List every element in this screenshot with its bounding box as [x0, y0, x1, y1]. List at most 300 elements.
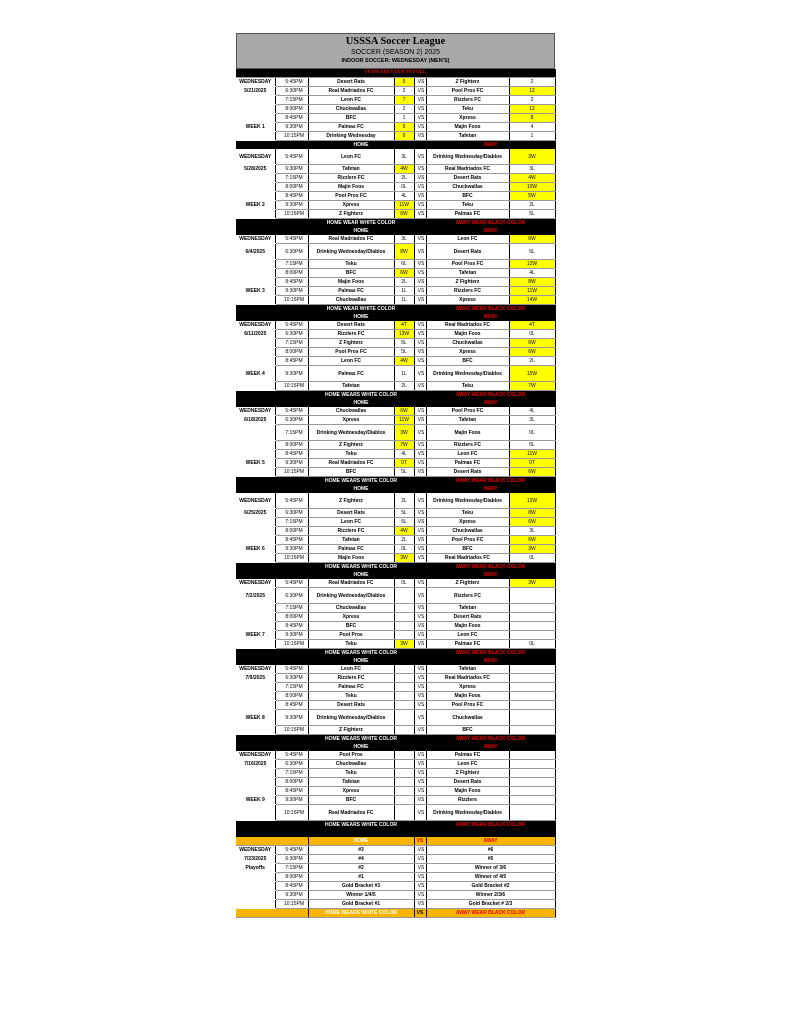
home-color-note: HOME WEARS WHITE COLOR	[308, 909, 414, 918]
game-time: 5:45PM	[275, 321, 308, 330]
fees-notice: TEAM FEES DUE IN FULL	[236, 69, 555, 78]
home-score: 3L	[394, 149, 414, 165]
away-score: 2L	[509, 201, 555, 210]
away-score: 14W	[509, 296, 555, 305]
home-score	[394, 604, 414, 613]
away-color-note: AWAY WEAR BLACK COLOR	[426, 735, 555, 743]
home-header: HOME	[308, 743, 414, 751]
home-score: 4L	[394, 450, 414, 459]
game-row	[236, 149, 555, 165]
playoffs-label: Playoffs	[236, 864, 275, 873]
game-row	[236, 579, 555, 588]
separator-blank	[236, 391, 308, 399]
home-score: 3W	[394, 640, 414, 649]
home-score	[394, 622, 414, 631]
separator-blank	[414, 735, 426, 743]
away-score: 11W	[509, 287, 555, 296]
color-note-row	[236, 391, 555, 399]
away-team: Z Fighterz	[426, 278, 509, 287]
away-header: AWAY	[426, 837, 555, 846]
home-team: Pool Pros FC	[308, 348, 394, 357]
home-team: Leon FC	[308, 149, 394, 165]
away-team: Rizzlers FC	[426, 287, 509, 296]
game-row	[236, 382, 555, 391]
away-team: Majin Foos	[426, 123, 509, 132]
color-note-row	[236, 563, 555, 571]
game-time: 6:30PM	[275, 87, 308, 96]
separator-blank	[236, 141, 308, 149]
day-cell	[236, 518, 275, 527]
game-row	[236, 357, 555, 366]
separator-blank	[236, 399, 308, 407]
away-score: 12	[509, 105, 555, 114]
game-row	[236, 87, 555, 96]
home-team: Desert Rats	[308, 701, 394, 710]
game-time: 8:00PM	[275, 105, 308, 114]
home-header: HOME	[308, 657, 414, 665]
date-label: 5/28/2025	[236, 165, 275, 174]
home-team: Majin Foos	[308, 278, 394, 287]
game-time: 6:30PM	[275, 416, 308, 425]
game-row	[236, 778, 555, 787]
separator-blank	[414, 571, 426, 579]
day-cell	[236, 891, 275, 900]
away-team: Gold Bracket #2	[426, 882, 555, 891]
away-team: Winner 2/3/6	[426, 891, 555, 900]
home-team: Tafetan	[308, 778, 394, 787]
away-score: 4L	[509, 407, 555, 416]
vs-label: VS	[414, 545, 426, 554]
game-row	[236, 105, 555, 114]
game-row	[236, 366, 555, 382]
home-team: Winner 1/4/5	[308, 891, 414, 900]
away-header: AWAY	[426, 227, 555, 235]
game-row	[236, 805, 555, 821]
away-score: 15W	[509, 366, 555, 382]
game-time: 7:15PM	[275, 518, 308, 527]
game-row	[236, 339, 555, 348]
game-time: 8:45PM	[275, 701, 308, 710]
home-score	[394, 631, 414, 640]
day-cell	[236, 683, 275, 692]
away-team: Teku	[426, 201, 509, 210]
away-team: Tafetan	[426, 665, 509, 674]
home-score: 4T	[394, 321, 414, 330]
vs-label: VS	[414, 769, 426, 778]
home-header: HOME	[308, 571, 414, 579]
vs-label: VS	[414, 348, 426, 357]
day-cell	[236, 357, 275, 366]
home-score: 4W	[394, 527, 414, 536]
away-team: Majin Foos	[426, 330, 509, 339]
home-team: #1	[308, 873, 414, 882]
game-row	[236, 751, 555, 760]
playoff-header-row	[236, 837, 555, 846]
vs-label: VS	[414, 96, 426, 105]
separator-blank	[414, 821, 426, 829]
away-team: Chuckwallas	[426, 183, 509, 192]
game-row	[236, 640, 555, 649]
separator-blank	[236, 837, 308, 846]
away-score	[509, 710, 555, 726]
home-score	[394, 796, 414, 805]
vs-label: VS	[414, 855, 426, 864]
separator-blank	[236, 909, 308, 918]
separator-blank	[414, 485, 426, 493]
day-cell	[236, 527, 275, 536]
vs-label: VS	[414, 846, 426, 855]
away-score: 6W	[509, 339, 555, 348]
away-team: Winner of 3/6	[426, 864, 555, 873]
day-cell	[236, 183, 275, 192]
fees-notice-row	[236, 69, 555, 78]
game-row	[236, 796, 555, 805]
home-team: Xpress	[308, 613, 394, 622]
home-score	[394, 701, 414, 710]
home-score: 2	[394, 87, 414, 96]
vs-label: VS	[414, 201, 426, 210]
home-score: 5L	[394, 509, 414, 518]
color-note-row	[236, 649, 555, 657]
home-header: HOME	[308, 313, 414, 321]
separator-blank	[236, 227, 308, 235]
game-row	[236, 674, 555, 683]
home-color-note: HOME WEARS WHITE COLOR	[308, 735, 414, 743]
away-score	[509, 726, 555, 735]
away-team: Drinking Wednesday/Diablos	[426, 493, 509, 509]
day-cell	[236, 604, 275, 613]
vs-label: VS	[414, 665, 426, 674]
home-team: Majin Foos	[308, 554, 394, 563]
vs-label: VS	[414, 518, 426, 527]
day-cell	[236, 174, 275, 183]
away-team: BFC	[426, 726, 509, 735]
separator-blank	[414, 219, 426, 227]
vs-label: VS	[414, 787, 426, 796]
separator-blank	[414, 477, 426, 485]
color-note-row	[236, 219, 555, 227]
vs-label: VS	[414, 87, 426, 96]
game-time: 8:00PM	[275, 183, 308, 192]
game-time: 8:00PM	[275, 269, 308, 278]
away-score: 2L	[509, 357, 555, 366]
home-score: 13W	[394, 330, 414, 339]
day-label: WEDNESDAY	[236, 321, 275, 330]
day-cell	[236, 269, 275, 278]
separator-blank	[236, 313, 308, 321]
home-team: Rizzlers FC	[308, 330, 394, 339]
playoff-row	[236, 873, 555, 882]
home-team: Leon FC	[308, 665, 394, 674]
day-cell	[236, 278, 275, 287]
away-score: 11W	[509, 450, 555, 459]
vs-label: VS	[414, 864, 426, 873]
away-score: 8W	[509, 278, 555, 287]
day-cell	[236, 701, 275, 710]
day-cell	[236, 805, 275, 821]
home-score	[394, 805, 414, 821]
home-score	[394, 674, 414, 683]
away-team: Winner of 4/5	[426, 873, 555, 882]
home-team: Chuckwallas	[308, 604, 394, 613]
home-team: Xpress	[308, 416, 394, 425]
home-team: Gold Bracket #3	[308, 882, 414, 891]
game-time: 7:15PM	[275, 174, 308, 183]
home-score: 1	[394, 114, 414, 123]
home-team: Pool Pros	[308, 751, 394, 760]
home-score	[394, 710, 414, 726]
date-label: 7/23/2025	[236, 855, 275, 864]
game-row	[236, 554, 555, 563]
away-team: Desert Rats	[426, 174, 509, 183]
game-time: 5:45PM	[275, 846, 308, 855]
away-team: Xpress	[426, 683, 509, 692]
away-team: BFC	[426, 357, 509, 366]
away-score	[509, 588, 555, 604]
away-color-note: AWAY WEAR BLACK COLOR	[426, 219, 555, 227]
game-row	[236, 165, 555, 174]
day-cell	[236, 441, 275, 450]
day-cell	[236, 192, 275, 201]
away-score: 0T	[509, 459, 555, 468]
game-row	[236, 545, 555, 554]
separator-blank	[414, 399, 426, 407]
away-team: Pool Pros FC	[426, 701, 509, 710]
home-team: Chuckwallas	[308, 760, 394, 769]
away-score: 3W	[509, 149, 555, 165]
away-color-note: AWAY WEAR BLACK COLOR	[426, 305, 555, 313]
game-time: 8:00PM	[275, 778, 308, 787]
game-time: 5:45PM	[275, 493, 308, 509]
home-team: Rizzlers FC	[308, 527, 394, 536]
home-score: 5L	[394, 348, 414, 357]
vs-label: VS	[414, 244, 426, 260]
separator-blank	[236, 305, 308, 313]
vs-label: VS	[414, 269, 426, 278]
game-time: 9:30PM	[275, 796, 308, 805]
color-note-row	[236, 477, 555, 485]
home-score: 4W	[394, 357, 414, 366]
home-team: Chuckwallas	[308, 105, 394, 114]
day-cell	[236, 339, 275, 348]
game-time: 6:30PM	[275, 244, 308, 260]
game-time: 6:30PM	[275, 760, 308, 769]
away-team: Leon FC	[426, 631, 509, 640]
separator-blank	[236, 649, 308, 657]
game-row	[236, 622, 555, 631]
home-score: 2L	[394, 278, 414, 287]
week-label: WEEK 1	[236, 123, 275, 132]
separator-blank	[236, 735, 308, 743]
vs-label: VS	[414, 192, 426, 201]
game-time: 5:45PM	[275, 579, 308, 588]
home-team: Leon FC	[308, 518, 394, 527]
home-away-header-row	[236, 227, 555, 235]
home-score	[394, 613, 414, 622]
away-score: 4	[509, 123, 555, 132]
home-score: 0L	[394, 183, 414, 192]
home-team: Rizzlers FC	[308, 674, 394, 683]
game-time: 10:15PM	[275, 468, 308, 477]
away-color-note: AWAY WEAR BLACK COLOR	[426, 649, 555, 657]
home-score: 3W	[394, 554, 414, 563]
away-score	[509, 701, 555, 710]
home-team: Z Fighterz	[308, 726, 394, 735]
away-score: 0L	[509, 425, 555, 441]
game-row	[236, 296, 555, 305]
game-time: 5:45PM	[275, 407, 308, 416]
game-time: 7:15PM	[275, 339, 308, 348]
game-time: 8:45PM	[275, 622, 308, 631]
game-row	[236, 114, 555, 123]
day-label: WEDNESDAY	[236, 665, 275, 674]
vs-label: VS	[414, 459, 426, 468]
date-label: 7/16/2025	[236, 760, 275, 769]
game-row	[236, 244, 555, 260]
date-label: 6/25/2025	[236, 509, 275, 518]
vs-label: VS	[414, 751, 426, 760]
home-team: Real Madriados FC	[308, 805, 394, 821]
home-header: HOME	[308, 485, 414, 493]
playoff-row	[236, 882, 555, 891]
away-team: Desert Rats	[426, 613, 509, 622]
vs-label: VS	[414, 726, 426, 735]
vs-label: VS	[414, 123, 426, 132]
home-team: Teku	[308, 450, 394, 459]
game-time: 9:30PM	[275, 201, 308, 210]
vs-label: VS	[414, 425, 426, 441]
away-team: Leon FC	[426, 235, 509, 244]
separator-blank	[236, 563, 308, 571]
away-color-note: AWAY WEAR BLACK COLOR	[426, 477, 555, 485]
day-cell	[236, 900, 275, 909]
day-cell	[236, 382, 275, 391]
vs-label: VS	[414, 260, 426, 269]
home-team: BFC	[308, 796, 394, 805]
home-header: HOME	[308, 837, 414, 846]
home-away-header-row	[236, 743, 555, 751]
away-color-note: AWAY WEAR BLACK COLOR	[426, 909, 555, 918]
game-time: 10:15PM	[275, 805, 308, 821]
away-score: 3L	[509, 165, 555, 174]
home-team: Desert Rats	[308, 509, 394, 518]
home-team: Chuckwallas	[308, 296, 394, 305]
home-score: 1L	[394, 366, 414, 382]
vs-label: VS	[414, 210, 426, 219]
game-time: 6:30PM	[275, 674, 308, 683]
game-time: 7:15PM	[275, 425, 308, 441]
home-score: 0L	[394, 579, 414, 588]
separator-blank	[236, 829, 555, 837]
game-row	[236, 321, 555, 330]
away-score	[509, 683, 555, 692]
home-score: 11W	[394, 416, 414, 425]
separator-blank	[414, 305, 426, 313]
color-note-row	[236, 821, 555, 829]
week-label: WEEK 8	[236, 710, 275, 726]
vs-label: VS	[414, 114, 426, 123]
week-label: WEEK 7	[236, 631, 275, 640]
home-score	[394, 760, 414, 769]
schedule-sheet	[236, 33, 555, 918]
home-away-header-row	[236, 313, 555, 321]
playoff-row	[236, 891, 555, 900]
week-label: WEEK 4	[236, 366, 275, 382]
separator-blank	[236, 219, 308, 227]
vs-label: VS	[414, 339, 426, 348]
away-team: Desert Rats	[426, 468, 509, 477]
date-label: 6/11/2025	[236, 330, 275, 339]
home-team: Palmas FC	[308, 366, 394, 382]
day-cell	[236, 450, 275, 459]
away-score: 6W	[509, 518, 555, 527]
home-team: BFC	[308, 114, 394, 123]
home-score: 3W	[394, 425, 414, 441]
game-row	[236, 201, 555, 210]
away-team: Palmas FC	[426, 210, 509, 219]
away-team: Majin Foos	[426, 787, 509, 796]
away-score	[509, 622, 555, 631]
away-score: 8W	[509, 509, 555, 518]
separator-blank	[414, 313, 426, 321]
home-team: #3	[308, 846, 414, 855]
day-cell	[236, 348, 275, 357]
day-cell	[236, 96, 275, 105]
away-team: Chuckwallas	[426, 339, 509, 348]
game-row	[236, 726, 555, 735]
day-cell	[236, 114, 275, 123]
home-score	[394, 665, 414, 674]
away-team: BFC	[426, 545, 509, 554]
date-label: 7/9/2025	[236, 674, 275, 683]
day-cell	[236, 787, 275, 796]
away-color-note: AWAY WEAR BLACK COLOR	[426, 563, 555, 571]
away-score: 5L	[509, 244, 555, 260]
home-color-note: HOME WEAR WHITE COLOR	[308, 305, 414, 313]
home-score	[394, 683, 414, 692]
away-score: 6W	[509, 348, 555, 357]
away-team: Palmas FC	[426, 751, 509, 760]
vs-label: VS	[414, 132, 426, 141]
away-score	[509, 631, 555, 640]
away-team: Majin Foos	[426, 692, 509, 701]
home-team: BFC	[308, 269, 394, 278]
home-team: Z Fighterz	[308, 210, 394, 219]
vs-label: VS	[414, 382, 426, 391]
home-team: Rizzlers FC	[308, 174, 394, 183]
home-team: Teku	[308, 769, 394, 778]
away-score: 0L	[509, 554, 555, 563]
game-time: 6:30PM	[275, 509, 308, 518]
home-color-note: HOME WEARS WHITE COLOR	[308, 391, 414, 399]
game-row	[236, 518, 555, 527]
game-time: 8:00PM	[275, 348, 308, 357]
day-cell	[236, 692, 275, 701]
game-row	[236, 588, 555, 604]
away-team: Teku	[426, 105, 509, 114]
home-score: 5L	[394, 339, 414, 348]
game-time: 5:45PM	[275, 78, 308, 87]
away-score	[509, 665, 555, 674]
game-time: 8:45PM	[275, 114, 308, 123]
home-color-note: HOME WEAR WHITE COLOR	[308, 219, 414, 227]
home-header: HOME	[308, 227, 414, 235]
vs-label: VS	[414, 468, 426, 477]
color-note-row	[236, 735, 555, 743]
away-score	[509, 692, 555, 701]
game-time: 10:15PM	[275, 726, 308, 735]
away-score: 10W	[509, 183, 555, 192]
